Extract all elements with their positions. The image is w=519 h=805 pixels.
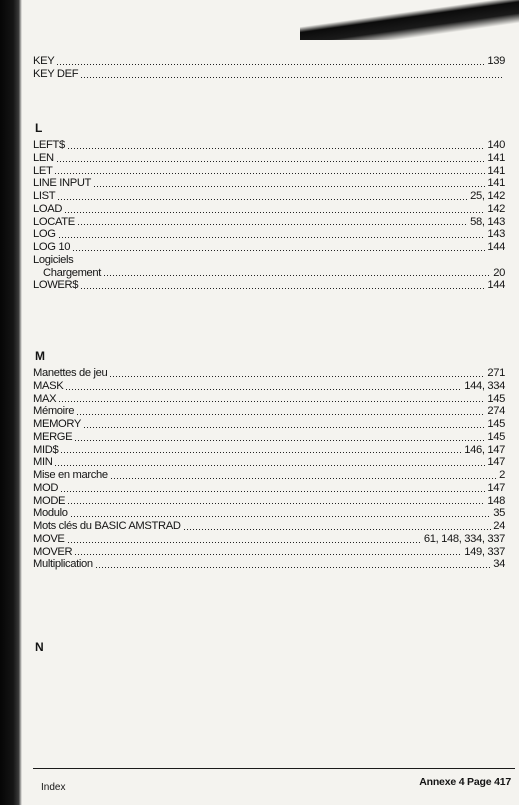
- index-entry: [33, 165, 505, 178]
- index-entries: [33, 367, 505, 571]
- index-entry: [33, 546, 505, 559]
- page-numbers: 20: [493, 266, 505, 279]
- dot-leader: [109, 375, 485, 378]
- page-numbers: 35: [493, 507, 505, 520]
- footer-section-label: Index: [41, 782, 66, 793]
- index-term: MAX: [33, 392, 57, 405]
- index-entry: [33, 456, 505, 469]
- index-entry: [33, 380, 505, 393]
- page-numbers: 141: [487, 151, 505, 164]
- dot-leader: [65, 388, 462, 391]
- index-entry: [33, 254, 505, 267]
- dot-leader: [67, 541, 422, 544]
- page-numbers: 141: [487, 164, 505, 177]
- page-numbers: 144, 334: [464, 379, 505, 392]
- dot-leader: [110, 477, 497, 480]
- dot-leader: [60, 490, 485, 493]
- dot-leader: [67, 147, 486, 150]
- page-numbers: 2: [499, 469, 505, 481]
- index-term: MOVER: [33, 545, 73, 558]
- page-numbers: 149, 337: [464, 545, 505, 558]
- dot-leader: [95, 566, 491, 569]
- index-entry: [33, 152, 505, 165]
- index-term: Multiplication: [33, 558, 93, 571]
- index-entry: [33, 190, 505, 203]
- page-numbers: 146, 147: [464, 443, 505, 456]
- index-term: MOVE: [33, 532, 65, 545]
- dot-leader: [77, 223, 468, 226]
- page-numbers: 274: [487, 405, 505, 418]
- index-term: MERGE: [33, 430, 73, 443]
- dot-leader: [56, 63, 485, 66]
- dot-leader: [56, 160, 486, 163]
- section-letter: L: [35, 121, 43, 135]
- page-numbers: 34: [493, 558, 505, 571]
- index-entry: [33, 482, 505, 495]
- section-letter: N: [35, 640, 44, 654]
- index-entry: [33, 241, 505, 254]
- dot-leader: [58, 400, 485, 403]
- index-entry: [33, 495, 505, 508]
- dot-leader: [58, 236, 486, 239]
- index-entry: [33, 216, 505, 229]
- dot-leader: [74, 439, 485, 442]
- index-term: LEFT$: [33, 139, 65, 151]
- index-entries: [33, 55, 505, 81]
- dot-leader: [54, 172, 485, 175]
- index-term: MOD: [33, 481, 59, 494]
- page-numbers: 140: [487, 139, 505, 151]
- index-term: MEMORY: [33, 418, 82, 430]
- page-numbers: 145: [487, 418, 505, 430]
- index-entry: [33, 267, 505, 280]
- section-letter: M: [35, 349, 45, 363]
- footer-page-number: Annexe 4 Page 417: [419, 776, 511, 788]
- scan-shadow: [300, 0, 519, 40]
- dot-leader: [76, 413, 485, 416]
- page-numbers: 148: [487, 494, 505, 507]
- index-term: MIN: [33, 456, 53, 469]
- index-term: Modulo: [33, 507, 68, 520]
- dot-leader: [72, 249, 485, 252]
- index-entry: [33, 444, 505, 457]
- index-entry: [33, 469, 505, 482]
- index-term: LINE INPUT: [33, 177, 92, 190]
- dot-leader: [103, 274, 491, 277]
- index-entry: [33, 68, 505, 81]
- index-term: KEY DEF: [33, 67, 79, 80]
- index-entry: [33, 55, 505, 68]
- index-term: Logiciels: [33, 253, 74, 266]
- index-entry: [33, 520, 505, 533]
- index-entry: [33, 405, 505, 418]
- dot-leader: [57, 198, 468, 201]
- index-term: Mots clés du BASIC AMSTRAD: [33, 520, 181, 532]
- footer-rule: [33, 768, 515, 769]
- index-entry: [33, 507, 505, 520]
- index-entry: [33, 203, 505, 216]
- page-numbers: 58, 143: [470, 215, 505, 228]
- index-term: LOWER$: [33, 279, 79, 292]
- index-entry: [33, 279, 505, 292]
- index-term: Chargement: [43, 266, 102, 279]
- dot-leader: [74, 553, 462, 556]
- index-term: Manettes de jeu: [33, 367, 108, 379]
- page-numbers: 145: [487, 430, 505, 443]
- index-term: KEY: [33, 55, 55, 67]
- index-term: MASK: [33, 379, 64, 392]
- scan-binding-edge: [0, 0, 22, 805]
- index-term: LOCATE: [33, 215, 75, 228]
- dot-leader: [70, 515, 492, 518]
- dot-leader: [67, 502, 485, 505]
- page-numbers: 143: [487, 228, 505, 241]
- index-term: LOAD: [33, 202, 63, 215]
- page-numbers: 139: [487, 55, 505, 67]
- dot-leader: [80, 76, 503, 79]
- dot-leader: [93, 185, 485, 188]
- dot-leader: [64, 211, 485, 214]
- page-numbers: 147: [487, 456, 505, 469]
- index-term: LIST: [33, 190, 56, 202]
- dot-leader: [80, 287, 485, 290]
- index-entry: [33, 418, 505, 431]
- page-numbers: 144: [487, 241, 505, 253]
- page-numbers: 142: [487, 202, 505, 215]
- page-numbers: 25, 142: [470, 190, 505, 202]
- index-term: LEN: [33, 151, 54, 164]
- index-term: LOG 10: [33, 241, 71, 253]
- index-term: Mémoire: [33, 405, 75, 418]
- dot-leader: [83, 426, 485, 429]
- index-entry: [33, 558, 505, 571]
- index-term: LET: [33, 164, 53, 177]
- index-term: MID$: [33, 443, 59, 456]
- index-entry: [33, 393, 505, 406]
- index-entries: [33, 139, 505, 292]
- dot-leader: [60, 451, 462, 454]
- index-entry: [33, 139, 505, 152]
- index-entry: [33, 431, 505, 444]
- index-entry: [33, 367, 505, 380]
- page-numbers: 61, 148, 334, 337: [423, 532, 505, 545]
- index-entry: [33, 228, 505, 241]
- page-numbers: 147: [487, 481, 505, 494]
- page-numbers: 141: [487, 177, 505, 190]
- page-numbers: 271: [487, 367, 505, 379]
- dot-leader: [54, 464, 485, 467]
- index-entry: [33, 533, 505, 546]
- dot-leader: [183, 528, 492, 531]
- page-numbers: 24: [493, 520, 505, 532]
- index-term: MODE: [33, 494, 66, 507]
- index-term: LOG: [33, 228, 56, 241]
- index-term: Mise en marche: [33, 469, 108, 481]
- index-entry: [33, 177, 505, 190]
- page-numbers: 145: [487, 392, 505, 405]
- page-numbers: 144: [487, 279, 505, 292]
